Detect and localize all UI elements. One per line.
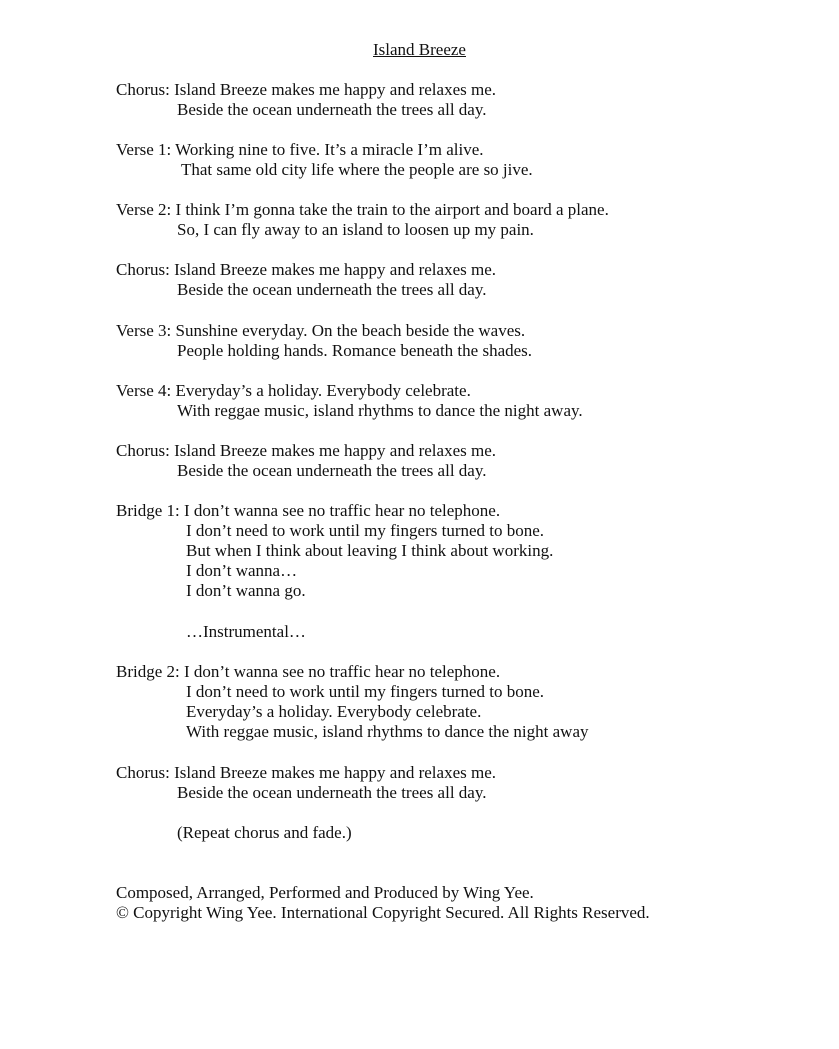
chorus-4-line-2: Beside the ocean underneath the trees all day. — [177, 783, 487, 802]
verse-4-line-1: Verse 4: Everyday’s a holiday. Everybody celebrate. — [116, 381, 471, 400]
bridge-1-line-4: I don’t wanna… — [186, 561, 298, 580]
credits-copyright: © Copyright Wing Yee. International Copyright Secured. All Rights Reserved. — [116, 903, 650, 922]
verse-1 — [116, 140, 533, 180]
bridge-1-line-5: I don’t wanna go. — [186, 581, 306, 600]
bridge-1-line-2: I don’t need to work until my fingers turned to bone. — [186, 521, 545, 540]
instrumental — [116, 622, 306, 642]
verse-3-line-2: People holding hands. Romance beneath the shades. — [177, 341, 533, 360]
verse-3 — [116, 321, 532, 361]
bridge-1-line-3: But when I think about leaving I think about working. — [186, 541, 554, 560]
repeat-note — [116, 823, 352, 843]
song-title: Island Breeze — [373, 40, 466, 59]
credits — [116, 883, 650, 923]
chorus-1 — [116, 80, 496, 120]
instrumental-line: …Instrumental… — [186, 622, 306, 641]
bridge-1-line-1: Bridge 1: I don’t wanna see no traffic hear no telephone. — [116, 501, 501, 520]
chorus-4 — [116, 763, 496, 803]
verse-2-line-1: Verse 2: I think I’m gonna take the train to the airport and board a plane. — [116, 200, 609, 219]
bridge-2-line-3: Everyday’s a holiday. Everybody celebrate. — [186, 702, 482, 721]
chorus-1-line-2: Beside the ocean underneath the trees all day. — [177, 100, 487, 119]
verse-3-line-1: Verse 3: Sunshine everyday. On the beach beside the waves. — [116, 321, 526, 340]
bridge-1 — [116, 501, 553, 601]
chorus-4-line-1: Chorus: Island Breeze makes me happy and relaxes me. — [116, 763, 497, 782]
chorus-2 — [116, 260, 496, 300]
chorus-3-line-1: Chorus: Island Breeze makes me happy and relaxes me. — [116, 441, 497, 460]
verse-1-line-1: Verse 1: Working nine to five. It’s a miracle I’m alive. — [116, 140, 484, 159]
credits-composed: Composed, Arranged, Performed and Produced by Wing Yee. — [116, 883, 534, 902]
chorus-2-line-1: Chorus: Island Breeze makes me happy and relaxes me. — [116, 260, 497, 279]
bridge-2 — [116, 662, 589, 742]
chorus-2-line-2: Beside the ocean underneath the trees all day. — [177, 280, 487, 299]
bridge-2-line-4: With reggae music, island rhythms to dance the night away — [186, 722, 589, 741]
bridge-2-line-1: Bridge 2: I don’t wanna see no traffic hear no telephone. — [116, 662, 501, 681]
verse-1-line-2: That same old city life where the people are so jive. — [181, 160, 533, 179]
verse-2-line-2: So, I can fly away to an island to loosen up my pain. — [177, 220, 534, 239]
chorus-1-line-1: Chorus: Island Breeze makes me happy and relaxes me. — [116, 80, 497, 99]
bridge-2-line-2: I don’t need to work until my fingers turned to bone. — [186, 682, 545, 701]
repeat-note-line: (Repeat chorus and fade.) — [177, 823, 352, 842]
chorus-3-line-2: Beside the ocean underneath the trees all day. — [177, 461, 487, 480]
verse-2 — [116, 200, 609, 240]
verse-4-line-2: With reggae music, island rhythms to dance the night away. — [177, 401, 583, 420]
verse-4 — [116, 381, 583, 421]
chorus-3 — [116, 441, 496, 481]
